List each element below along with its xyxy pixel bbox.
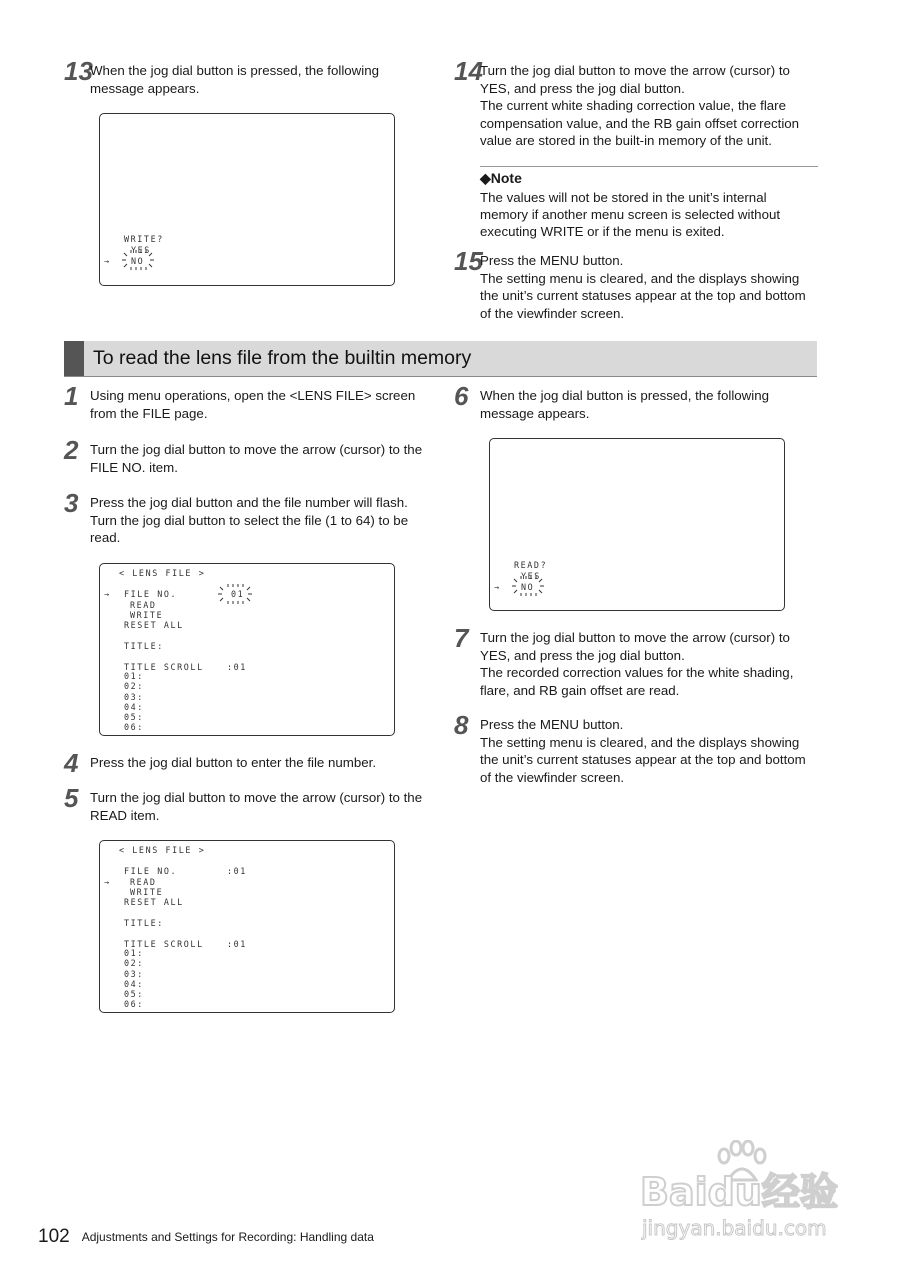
cursor-arrow: → [104,589,111,599]
step-text: When the jog dial button is pressed, the following message appears. [480,388,770,421]
title-row: 03: [124,692,144,702]
viewfinder-screen-lens-file-read [99,840,395,1013]
title-row: 01: [124,671,144,681]
watermark-brand: Baidu经验 [640,1170,838,1214]
cursor-arrow: → [104,256,111,266]
step-text: Turn the jog dial button to move the arrow (cursor) to the READ item. [90,790,423,823]
title-row: 06: [124,999,144,1009]
viewfinder-screen-lens-file-select [99,563,395,736]
menu-item-read: READ [130,877,157,887]
read-no: NO [521,582,535,592]
lens-file-header: < LENS FILE > [119,568,206,578]
step-number: 1 [64,381,79,411]
cursor-arrow: → [494,582,501,592]
step-number: 4 [64,748,79,778]
step-number: 15 [454,246,483,276]
step-number: 7 [454,623,469,653]
lens-file-header: < LENS FILE > [119,845,206,855]
step-text: Press the MENU button. The setting menu is cleared, and the displays showing the unit’s current statuses appear at the top and bottom of the viewfinder screen. [480,717,806,785]
step-number: 14 [454,56,483,86]
title-row: 05: [124,989,144,999]
section-title: To read the lens file from the builtin memory [93,347,472,369]
step-text: Using menu operations, open the <LENS FILE> screen from the FILE page. [90,388,416,421]
title-scroll-label: TITLE SCROLL [124,662,204,672]
step-text: Turn the jog dial button to move the arrow (cursor) to YES, and press the jog dial button. The recorded correction values for the white shading, flare, and RB gain offset are read. [480,630,794,698]
title-row: 06: [124,722,144,732]
flash-indicator-icon [216,582,254,606]
step-number: 2 [64,435,79,465]
step-text: Press the MENU button. The setting menu is cleared, and the displays showing the unit’s current statuses appear at the top and bottom of the viewfinder screen. [480,253,806,321]
menu-item-write: WRITE [130,610,164,620]
title-row: 02: [124,681,144,691]
title-row: 03: [124,969,144,979]
viewfinder-screen-read [489,438,785,611]
title-scroll-label: TITLE SCROLL [124,939,204,949]
title-row: 05: [124,712,144,722]
step-number: 8 [454,710,469,740]
step-number: 6 [454,381,469,411]
menu-item-reset-all: RESET ALL [124,620,184,630]
read-yes: YES [521,571,541,581]
title-row: 04: [124,979,144,989]
step-number: 13 [64,56,93,86]
step-text: Press the jog dial button to enter the file number. [90,755,377,770]
title-scroll-value: :01 [227,662,247,672]
flash-indicator-icon [120,248,156,272]
cursor-arrow: → [104,877,111,887]
step-text: Turn the jog dial button to move the arrow (cursor) to the FILE NO. item. [90,442,423,475]
file-no-label: FILE NO. [124,589,178,599]
title-row: 02: [124,958,144,968]
file-no-value: :01 [227,866,247,876]
flash-indicator-icon [510,574,546,598]
step-text: Press the jog dial button and the file number will flash. Turn the jog dial button to select the file (1 to 64) to be read. [90,495,409,545]
step-number: 5 [64,783,79,813]
step-text: Turn the jog dial button to move the arrow (cursor) to YES, and press the jog dial button. The current white shading correction value, the flare compensation value, and the RB gain offset correction value are stored in the built-in memory of the unit. [480,63,800,148]
footer-text: Adjustments and Settings for Recording: Handling data [81,1230,374,1244]
step-number: 3 [64,488,79,518]
write-yes: YES [131,245,151,255]
page-number: 102 [38,1226,70,1247]
menu-item-title: TITLE: [124,641,164,651]
menu-item-write: WRITE [130,887,164,897]
title-scroll-value: :01 [227,939,247,949]
menu-item-read: READ [130,600,157,610]
watermark-url: jingyan.baidu.com [642,1216,827,1240]
title-row: 04: [124,702,144,712]
note-body: The values will not be stored in the unit’s internal memory if another menu screen is selected without executing WRITE or if the menu is exited. [480,190,781,239]
baidu-watermark [640,1140,852,1242]
write-prompt: WRITE? [124,234,164,244]
file-no-value: 01 [231,589,245,599]
note-divider [480,166,818,167]
file-no-label: FILE NO. [124,866,178,876]
menu-item-reset-all: RESET ALL [124,897,184,907]
read-prompt: READ? [514,560,548,570]
step-text: When the jog dial button is pressed, the following message appears. [90,63,380,96]
write-no: NO [131,256,145,266]
note-heading: ◆Note [480,170,522,186]
page-footer [38,1226,374,1248]
title-row: 01: [124,948,144,958]
section-accent [64,341,84,376]
menu-item-title: TITLE: [124,918,164,928]
viewfinder-screen-write [99,113,395,286]
section-header [64,341,817,377]
